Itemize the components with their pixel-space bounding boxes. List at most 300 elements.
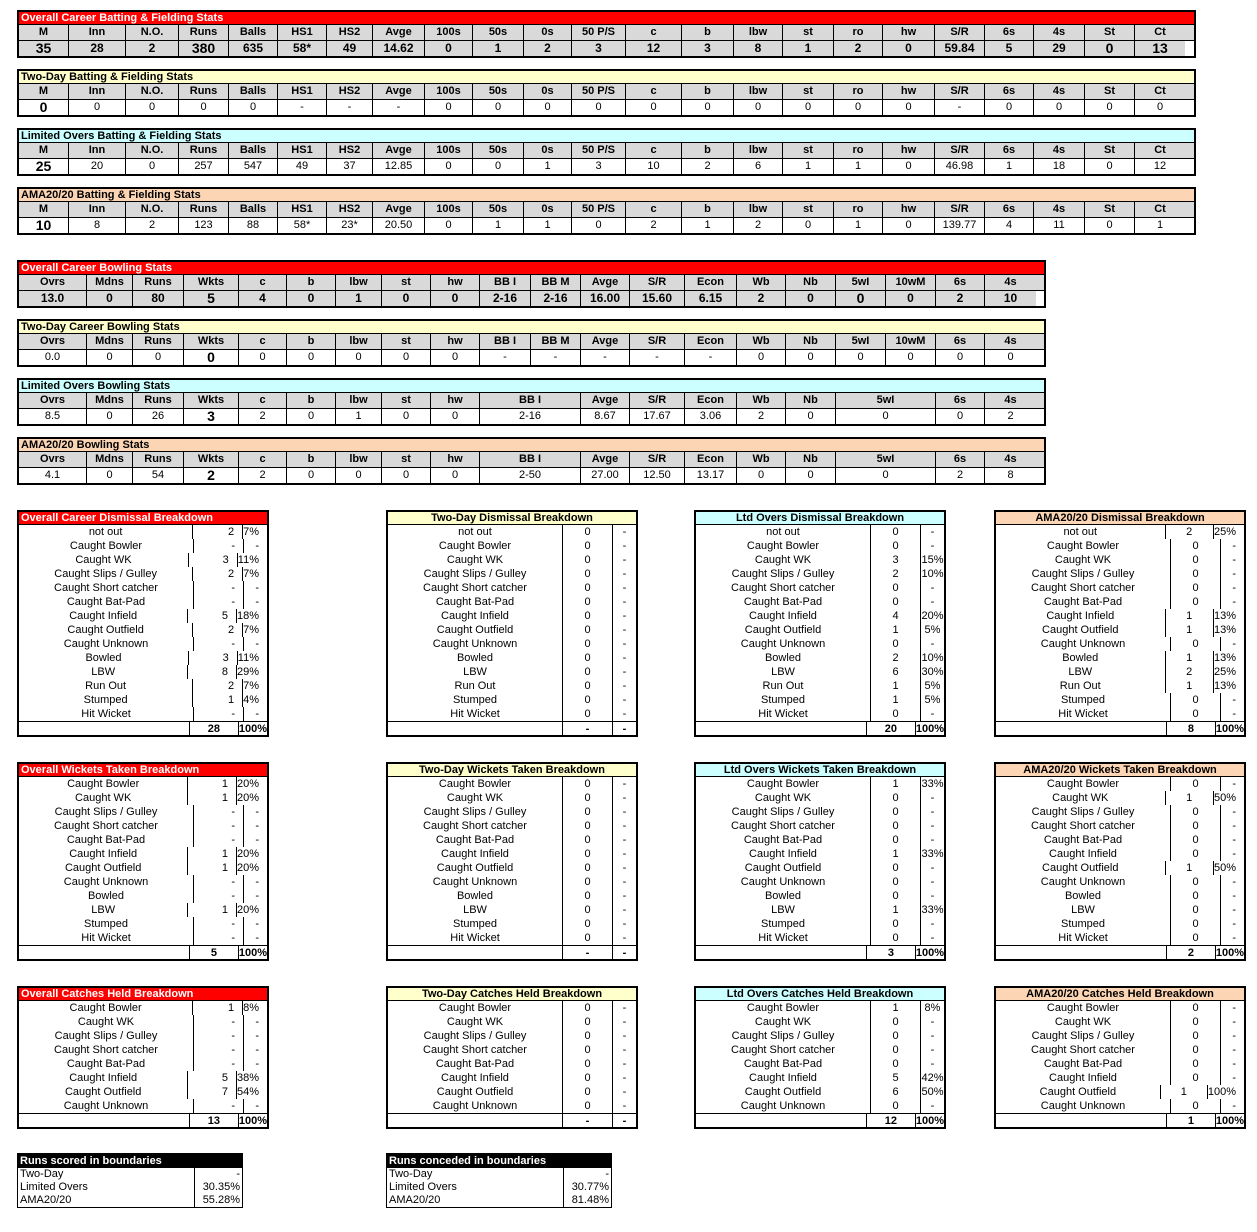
breakdown-row <box>996 1015 1244 1029</box>
breakdown-row-count: 0 <box>563 819 613 833</box>
bowling-header-cell: BB M <box>531 334 581 349</box>
breakdown-row-percent: - <box>930 876 935 888</box>
breakdown-total-count: 1 <box>1167 1114 1216 1127</box>
breakdown-row-label: Caught Infield <box>696 847 871 861</box>
batting-value-cell: 2 <box>834 41 883 56</box>
breakdown-catches-limited <box>694 986 946 1129</box>
batting-header-cell: 50s <box>473 143 524 158</box>
breakdown-row-count: 0 <box>1171 847 1221 861</box>
breakdown-row-percent: 30% <box>921 666 944 678</box>
breakdown-total-count: - <box>563 1114 613 1127</box>
breakdown-row-label: Caught Bat-Pad <box>696 595 871 609</box>
breakdown-row-label: Caught WK <box>19 1015 194 1029</box>
breakdown-row-percent: - <box>622 820 627 832</box>
breakdown-row-label: Caught Short catcher <box>696 1043 871 1057</box>
breakdown-row-count: - <box>194 1029 244 1043</box>
bowling-header-row <box>19 275 1044 291</box>
breakdown-row-count: 0 <box>563 581 613 595</box>
breakdown-total-label <box>19 946 190 959</box>
bowling-header-cell: c <box>239 275 287 290</box>
breakdown-row <box>19 777 267 791</box>
breakdown-row-count: 0 <box>563 1099 613 1113</box>
batting-header-cell: S/R <box>935 202 985 217</box>
breakdown-row-percent: - <box>1232 806 1236 818</box>
breakdown-row-label: Caught Slips / Gulley <box>996 1029 1171 1043</box>
batting-value-cell: 547 <box>229 159 278 174</box>
batting-header-cell: Balls <box>229 202 278 217</box>
breakdown-row <box>996 595 1244 609</box>
breakdown-row-percent: - <box>930 918 935 930</box>
batting-header-cell: St <box>1085 84 1135 99</box>
batting-header-cell: 100s <box>425 84 473 99</box>
breakdown-row <box>696 833 944 847</box>
breakdown-row-percent: - <box>622 904 627 916</box>
bowling-block-twoday <box>17 319 1046 367</box>
bowling-value-cell: 6.15 <box>685 291 737 306</box>
bowling-header-cell: Ovrs <box>19 334 87 349</box>
breakdown-row <box>388 1057 636 1071</box>
bowling-value-cell: 0 <box>133 350 184 365</box>
breakdown-row-count: 1 <box>188 847 237 861</box>
breakdown-row-count: 0 <box>871 889 921 903</box>
breakdown-total-percent: - <box>622 1115 627 1127</box>
breakdown-row <box>996 665 1244 679</box>
batting-value-cell: 139.77 <box>935 218 985 233</box>
breakdown-row <box>996 875 1244 889</box>
bowling-value-cell: 80 <box>133 291 184 306</box>
breakdown-row-label: LBW <box>19 665 188 679</box>
boundaries-row-label: Two-Day <box>387 1168 564 1181</box>
breakdown-row-percent: - <box>622 638 627 650</box>
breakdown-row <box>19 637 267 651</box>
breakdown-row-count: 1 <box>1166 651 1214 665</box>
batting-header-cell: HS1 <box>278 202 327 217</box>
bowling-value-cell: 0 <box>336 468 382 483</box>
breakdown-row-percent: - <box>622 848 627 860</box>
breakdown-row-percent: - <box>255 890 259 902</box>
batting-value-row <box>19 100 1194 115</box>
breakdown-row-count: 0 <box>1171 931 1221 945</box>
bowling-header-cell: Mdns <box>87 393 133 408</box>
bowling-value-cell: 0 <box>886 350 936 365</box>
batting-header-cell: Avge <box>373 202 425 217</box>
boundaries-row <box>18 1168 242 1181</box>
breakdown-row-count: 0 <box>563 553 613 567</box>
breakdown-row-count: 0 <box>871 707 921 721</box>
breakdown-row <box>996 623 1244 637</box>
boundaries-row-label: AMA20/20 <box>18 1194 195 1207</box>
breakdown-title: Ltd Overs Dismissal Breakdown <box>696 512 944 525</box>
batting-header-cell: St <box>1085 202 1135 217</box>
breakdown-row-count: 1 <box>193 693 243 707</box>
breakdown-title: AMA20/20 Dismissal Breakdown <box>996 512 1244 525</box>
batting-value-cell: 1 <box>473 41 524 56</box>
breakdown-row-percent: 50% <box>921 1086 944 1098</box>
breakdown-row-count: 0 <box>1171 833 1221 847</box>
bowling-value-cell: - <box>480 350 531 365</box>
breakdown-row-label: Hit Wicket <box>388 931 563 945</box>
breakdown-row-percent: - <box>255 820 259 832</box>
bowling-value-cell: 0 <box>737 468 786 483</box>
breakdown-row-label: Bowled <box>19 889 194 903</box>
breakdown-row-label: Caught Short catcher <box>996 1043 1171 1057</box>
breakdown-row <box>996 819 1244 833</box>
breakdown-row <box>696 693 944 707</box>
breakdown-row-label: Caught Infield <box>996 609 1166 623</box>
breakdown-total-count: - <box>563 946 613 959</box>
breakdown-row-label: Caught Bowler <box>19 1001 193 1015</box>
boundaries-row-label: Two-Day <box>18 1168 195 1181</box>
bowling-value-cell: 0 <box>287 409 336 424</box>
breakdown-row-count: 1 <box>1166 861 1214 875</box>
breakdown-row-label: Caught WK <box>996 791 1166 805</box>
breakdown-row-count: 0 <box>871 805 921 819</box>
breakdown-row-count: 0 <box>563 1085 613 1099</box>
batting-value-cell: 12 <box>1135 159 1185 174</box>
breakdown-row-label: Hit Wicket <box>19 931 194 945</box>
breakdown-row-count: 0 <box>1171 1043 1221 1057</box>
breakdown-row-percent: 25% <box>1213 526 1236 538</box>
breakdown-row-percent: - <box>930 1058 935 1070</box>
batting-value-cell: 0 <box>783 100 834 115</box>
breakdown-row <box>996 903 1244 917</box>
batting-value-cell: 1 <box>834 218 883 233</box>
bowling-header-cell: b <box>287 452 336 467</box>
breakdown-row <box>388 1029 636 1043</box>
breakdown-row-count: 0 <box>563 791 613 805</box>
breakdown-total-percent: 100% <box>238 947 267 959</box>
breakdown-row <box>996 539 1244 553</box>
batting-value-cell: 28 <box>69 41 126 56</box>
batting-value-cell: 0 <box>834 100 883 115</box>
batting-header-cell: N.O. <box>126 202 179 217</box>
breakdown-row <box>696 875 944 889</box>
breakdown-row <box>388 707 636 721</box>
bowling-value-cell: 13.0 <box>19 291 87 306</box>
batting-value-cell: 3 <box>572 159 626 174</box>
batting-header-cell: Inn <box>69 84 126 99</box>
breakdown-total-label <box>388 946 563 959</box>
breakdown-row-percent: - <box>1232 1016 1236 1028</box>
bowling-value-cell: - <box>630 350 685 365</box>
breakdown-row-label: Run Out <box>388 679 563 693</box>
breakdown-row-label: Caught Short catcher <box>996 581 1171 595</box>
breakdown-row-label: Caught Slips / Gulley <box>388 805 563 819</box>
bowling-header-cell: Wkts <box>184 393 239 408</box>
batting-header-cell: 100s <box>425 202 473 217</box>
breakdown-row-count: 0 <box>563 623 613 637</box>
batting-header-cell: M <box>19 143 69 158</box>
batting-header-cell: HS1 <box>278 84 327 99</box>
breakdown-row-label: Caught Bowler <box>388 1001 563 1015</box>
breakdown-row-percent: - <box>255 638 259 650</box>
breakdown-row-count: 0 <box>1171 637 1221 651</box>
breakdown-row <box>388 567 636 581</box>
breakdown-row-count: - <box>194 595 244 609</box>
batting-header-cell: hw <box>883 143 935 158</box>
breakdown-row-count: 0 <box>563 917 613 931</box>
breakdown-row-percent: - <box>622 778 627 790</box>
batting-value-cell: 5 <box>985 41 1034 56</box>
breakdown-row <box>696 1001 944 1015</box>
bowling-value-cell: 2 <box>239 409 287 424</box>
batting-value-cell: 0 <box>883 218 935 233</box>
breakdown-row-percent: - <box>255 596 259 608</box>
breakdown-row-label: LBW <box>696 903 871 917</box>
breakdown-row-label: Caught WK <box>696 1015 871 1029</box>
breakdown-total-row <box>388 945 636 959</box>
breakdown-row-label: Bowled <box>696 651 871 665</box>
bowling-header-cell: Econ <box>685 334 737 349</box>
breakdown-row-label: Caught Infield <box>19 1071 188 1085</box>
breakdown-row <box>696 539 944 553</box>
breakdown-row-count: 0 <box>563 679 613 693</box>
breakdown-total-label <box>996 946 1167 959</box>
breakdown-row <box>388 1099 636 1113</box>
breakdown-row-count: 0 <box>871 931 921 945</box>
bowling-header-cell: Mdns <box>87 452 133 467</box>
breakdown-row <box>388 623 636 637</box>
batting-header-cell: Ct <box>1154 203 1166 215</box>
batting-block-overall <box>17 10 1196 58</box>
batting-header-cell: Inn <box>69 25 126 40</box>
breakdown-total-label <box>19 722 190 735</box>
breakdown-row-percent: 42% <box>921 1072 944 1084</box>
batting-value-cell: 0 <box>734 100 783 115</box>
breakdown-row-label: Caught Short catcher <box>696 819 871 833</box>
breakdown-row-percent: 54% <box>236 1086 259 1098</box>
breakdown-row <box>996 525 1244 539</box>
breakdown-row <box>19 665 267 679</box>
breakdown-row <box>388 693 636 707</box>
breakdown-row-count: 0 <box>871 917 921 931</box>
breakdown-row-percent: - <box>1232 1002 1236 1014</box>
breakdown-row-count: 0 <box>563 875 613 889</box>
breakdown-row-label: Caught Bowler <box>996 777 1171 791</box>
batting-header-cell: 0s <box>524 143 572 158</box>
breakdown-row-percent: 33% <box>921 904 944 916</box>
batting-header-cell: hw <box>883 202 935 217</box>
breakdown-row <box>696 931 944 945</box>
breakdown-row-count: 0 <box>563 665 613 679</box>
breakdown-row <box>696 903 944 917</box>
bowling-header-cell: Runs <box>133 452 184 467</box>
breakdown-row-label: Run Out <box>19 679 193 693</box>
breakdown-row-percent: 5% <box>924 680 941 692</box>
breakdown-row-label: Caught Bat-Pad <box>996 1057 1171 1071</box>
breakdown-row-label: Caught Outfield <box>19 1085 188 1099</box>
breakdown-row-label: Caught Bat-Pad <box>996 595 1171 609</box>
breakdown-row-percent: - <box>1232 1058 1236 1070</box>
bowling-header-row <box>19 334 1044 350</box>
bowling-value-cell: 2 <box>239 468 287 483</box>
batting-header-cell: ro <box>834 25 883 40</box>
breakdown-row-count: - <box>194 931 244 945</box>
boundaries-row <box>18 1194 242 1207</box>
batting-value-cell: 88 <box>229 218 278 233</box>
breakdown-row-label: Caught Outfield <box>388 1085 563 1099</box>
breakdown-row-label: Hit Wicket <box>388 707 563 721</box>
breakdown-row <box>19 931 267 945</box>
breakdown-row <box>388 1015 636 1029</box>
batting-value-cell: 20.50 <box>373 218 425 233</box>
bowling-value-cell: 5 <box>184 291 239 306</box>
breakdown-row-count: 0 <box>1171 1057 1221 1071</box>
breakdown-row <box>388 903 636 917</box>
breakdown-row <box>19 889 267 903</box>
breakdown-row-count: - <box>194 539 244 553</box>
breakdown-row-count: 0 <box>563 567 613 581</box>
batting-value-cell: 2 <box>734 218 783 233</box>
batting-value-cell: 0 <box>985 100 1034 115</box>
batting-value-cell: 2 <box>126 218 179 233</box>
breakdown-row-count: 5 <box>188 609 237 623</box>
breakdown-row <box>19 805 267 819</box>
breakdown-total-label <box>696 1114 867 1127</box>
bowling-value-cell: 0 <box>431 350 480 365</box>
breakdown-row-percent: 13% <box>1213 652 1236 664</box>
breakdown-row-percent: 50% <box>1213 862 1236 874</box>
batting-value-cell: 1 <box>783 159 834 174</box>
bowling-value-cell: 0 <box>836 350 886 365</box>
bowling-header-cell: st <box>382 452 431 467</box>
batting-header-cell: st <box>783 143 834 158</box>
bowling-value-cell: 0 <box>431 468 480 483</box>
breakdown-row-label: Caught Bat-Pad <box>996 833 1171 847</box>
batting-header-cell: HS1 <box>278 25 327 40</box>
batting-header-cell: St <box>1085 25 1135 40</box>
batting-header-cell: Runs <box>179 84 229 99</box>
breakdown-row-percent: 7% <box>243 624 259 636</box>
batting-header-cell: hw <box>883 84 935 99</box>
breakdown-row-label: LBW <box>19 903 188 917</box>
bowling-value-cell: 0 <box>936 409 985 424</box>
breakdown-row-label: Caught Bowler <box>19 539 194 553</box>
breakdown-row <box>696 861 944 875</box>
breakdown-row <box>388 595 636 609</box>
batting-value-cell: 0 <box>883 41 935 56</box>
batting-header-cell: S/R <box>935 143 985 158</box>
breakdown-total-row <box>996 721 1244 735</box>
breakdown-row-percent: 11% <box>237 554 259 566</box>
breakdown-title: Ltd Overs Catches Held Breakdown <box>696 988 944 1001</box>
breakdown-total-percent: 100% <box>238 1115 267 1127</box>
breakdown-row-percent: - <box>1232 1044 1236 1056</box>
batting-header-cell: 50 P/S <box>572 143 626 158</box>
breakdown-row <box>696 679 944 693</box>
boundaries-row-label: AMA20/20 <box>387 1194 564 1207</box>
batting-header-cell: c <box>626 25 682 40</box>
batting-value-cell: - <box>935 100 985 115</box>
bowling-value-cell: 2-16 <box>480 291 531 306</box>
breakdown-row-label: Caught Short catcher <box>388 581 563 595</box>
breakdown-row-percent: 11% <box>237 652 259 664</box>
breakdown-row <box>696 581 944 595</box>
batting-value-cell: 25 <box>19 159 69 174</box>
breakdown-total-percent: 100% <box>1215 723 1244 735</box>
breakdown-row <box>696 777 944 791</box>
bowling-value-cell: 0 <box>836 468 936 483</box>
breakdown-row-percent: - <box>930 638 935 650</box>
breakdown-row-percent: - <box>255 1044 259 1056</box>
breakdown-row-percent: 13% <box>1213 610 1236 622</box>
breakdown-row <box>19 693 267 707</box>
breakdown-total-row <box>19 1113 267 1127</box>
bowling-header-row <box>19 452 1044 468</box>
breakdown-row-label: Caught Infield <box>696 1071 871 1085</box>
breakdown-row <box>19 651 267 665</box>
breakdown-row-label: Hit Wicket <box>996 707 1171 721</box>
batting-value-cell: 4 <box>985 218 1034 233</box>
breakdown-row-count: 3 <box>871 553 921 567</box>
batting-value-cell: 2 <box>682 159 734 174</box>
breakdown-row-label: Caught Bat-Pad <box>388 833 563 847</box>
breakdown-row-percent: 20% <box>921 610 944 622</box>
breakdown-row-count: 0 <box>563 1001 613 1015</box>
bowling-header-cell: S/R <box>630 452 685 467</box>
breakdown-row-label: Caught Short catcher <box>19 581 194 595</box>
breakdown-row-percent: - <box>622 1058 627 1070</box>
batting-header-cell: hw <box>883 25 935 40</box>
batting-value-cell: 0 <box>1085 41 1135 56</box>
breakdown-row-percent: - <box>930 708 935 720</box>
batting-header-cell: Ct <box>1154 144 1166 156</box>
breakdown-row-count: 0 <box>563 1043 613 1057</box>
breakdown-row-percent: - <box>930 820 935 832</box>
breakdown-total-label <box>696 722 867 735</box>
batting-value-cell: 380 <box>179 41 229 56</box>
breakdown-dismissal-twoday <box>386 510 638 737</box>
bowling-value-cell: 0 <box>184 350 239 365</box>
breakdown-row <box>388 1085 636 1099</box>
breakdown-dismissal-limited <box>694 510 946 737</box>
breakdown-row-count: 0 <box>871 875 921 889</box>
breakdown-row <box>996 805 1244 819</box>
breakdown-row-percent: - <box>1232 582 1236 594</box>
breakdown-row <box>19 679 267 693</box>
breakdown-row-percent: - <box>622 554 627 566</box>
breakdown-row <box>388 805 636 819</box>
breakdown-row <box>388 819 636 833</box>
breakdown-row-label: Caught Outfield <box>19 861 188 875</box>
bowling-header-cell: c <box>239 393 287 408</box>
batting-value-cell: 0 <box>682 100 734 115</box>
breakdown-total-label <box>996 1114 1167 1127</box>
breakdown-dismissal-overall <box>17 510 269 737</box>
breakdown-row-percent: - <box>1232 568 1236 580</box>
breakdown-row-count: 0 <box>563 525 613 539</box>
breakdown-row-label: not out <box>696 525 871 539</box>
breakdown-row <box>388 917 636 931</box>
breakdown-row-percent: 20% <box>236 848 259 860</box>
breakdown-total-count: - <box>563 722 613 735</box>
batting-value-cell: 0 <box>626 100 682 115</box>
bowling-value-cell: - <box>685 350 737 365</box>
batting-header-row <box>19 202 1194 218</box>
boundaries-scored <box>17 1153 243 1208</box>
breakdown-row <box>996 693 1244 707</box>
breakdown-row-percent: 20% <box>236 862 259 874</box>
breakdown-row-count: 2 <box>1166 525 1214 539</box>
breakdown-row-label: Caught Outfield <box>996 861 1166 875</box>
breakdown-row-label: Caught Bowler <box>696 539 871 553</box>
boundaries-row <box>18 1181 242 1194</box>
breakdown-row-label: Caught Outfield <box>696 1085 871 1099</box>
breakdown-row <box>696 805 944 819</box>
batting-value-cell: 0 <box>883 159 935 174</box>
batting-header-cell: N.O. <box>126 25 179 40</box>
breakdown-row-percent: - <box>622 890 627 902</box>
